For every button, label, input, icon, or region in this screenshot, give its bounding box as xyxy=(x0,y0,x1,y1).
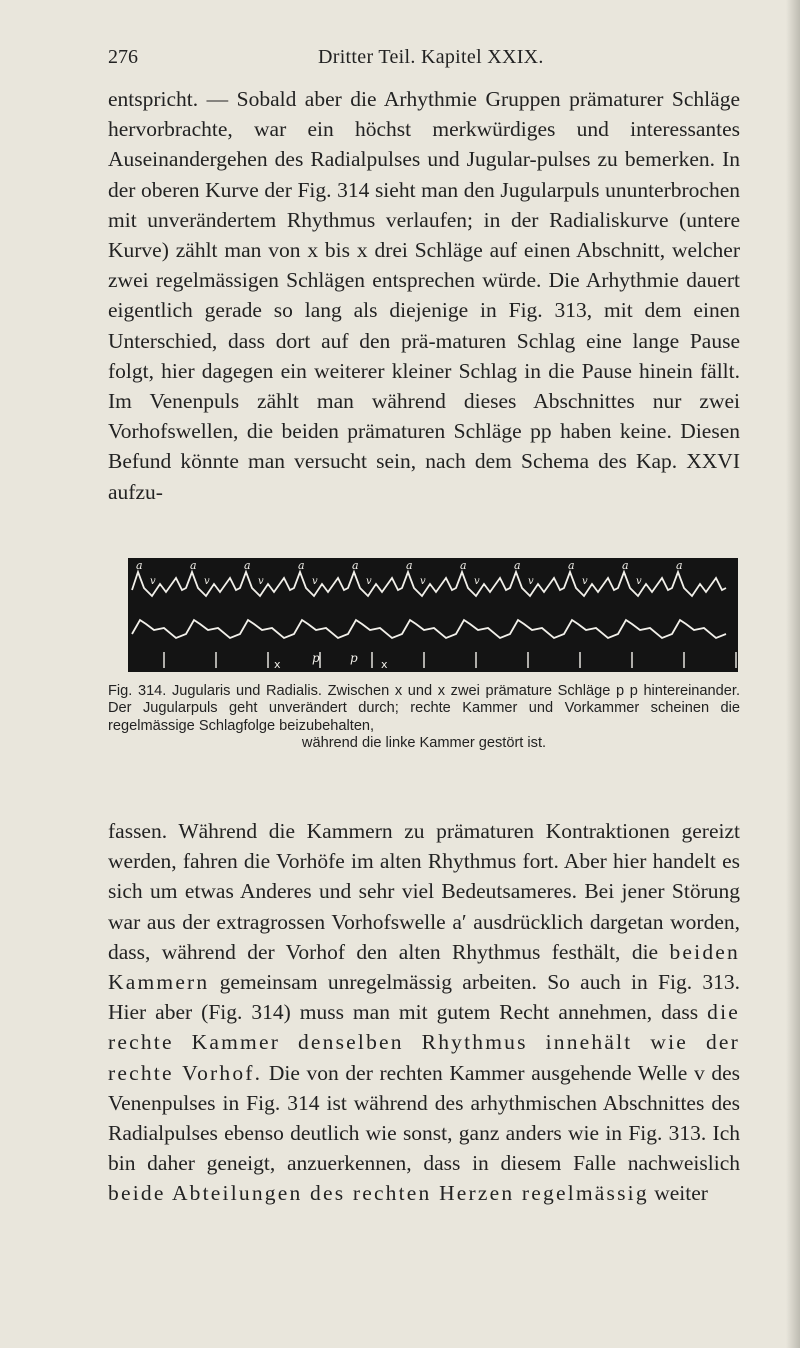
figure-background xyxy=(128,558,738,672)
a-wave-label: a xyxy=(460,559,467,572)
figure-314 xyxy=(128,558,738,672)
v-wave-label: v xyxy=(258,576,264,587)
marker-p-second: p xyxy=(350,651,358,665)
spaced-emphasis-1: beiden Kammern xyxy=(108,939,740,995)
figure-caption xyxy=(108,683,740,753)
text-run-4: weiter xyxy=(648,1181,708,1206)
text-run-3: Die von der rechten Kammer ausgehende Welle v des Venenpulses in Fig. 314 ist während des arhythmischen Abschnittes des Radialpulses ebenso deutlich wie sonst, ganz anders wie in Fig. 313. Ich bin daher geneigt, anzuerkennen, dass in diesem Falle nachweislich xyxy=(108,1060,740,1176)
spaced-emphasis-2: die rechte Kammer denselben Rhythmus innehält wie der rechte Vorhof. xyxy=(108,1000,740,1085)
paragraph-top xyxy=(108,84,740,507)
text-run-1: fassen. Während die Kammern zu prämaturen Kontraktionen gereizt werden, fahren die Vorhöfe im alten Rhythmus fort. Aber hier handelt es sich um etwas Anderes und sehr viel Bedeutsameres. Bei jener Störung war aus der extragrossen Vorhofswelle a′ ausdrücklich dargetan worden, dass, während der Vorhof den alten Rhythmus festhält, die xyxy=(108,819,740,964)
spaced-emphasis-3: beide Abteilungen des rechten Herzen regelmässig xyxy=(108,1181,649,1206)
a-wave-label: a xyxy=(406,559,413,572)
a-wave-label: a xyxy=(244,559,251,572)
a-wave-label: a xyxy=(190,559,197,572)
caption-text: Fig. 314. Jugularis und Radialis. Zwischen x und x zwei prämature Schläge p p hintereinander. Der Jugularpuls geht unverändert durch; rechte Kammer und Vorkammer scheinen die regelmässige Schlagfolge beizubehalten, xyxy=(108,683,740,734)
v-wave-label: v xyxy=(474,576,480,587)
a-wave-label: a xyxy=(568,559,575,572)
a-wave-label: a xyxy=(514,559,521,572)
v-wave-label: v xyxy=(204,576,210,587)
v-wave-label: v xyxy=(528,576,534,587)
v-wave-label: v xyxy=(582,576,588,587)
a-wave-label: a xyxy=(352,559,359,572)
v-wave-label: v xyxy=(420,576,426,587)
v-wave-label: v xyxy=(312,576,318,587)
marker-x-start: x xyxy=(274,658,281,671)
running-title: Dritter Teil. Kapitel XXIX. xyxy=(318,46,544,68)
paragraph-bottom xyxy=(108,816,740,1209)
a-wave-label: a xyxy=(622,559,629,572)
paragraph-bottom-text xyxy=(108,816,740,1209)
pulse-curves xyxy=(128,558,738,672)
v-wave-label: v xyxy=(366,576,372,587)
a-wave-label: a xyxy=(676,559,683,572)
page-edge-shadow xyxy=(786,0,800,1348)
page-number: 276 xyxy=(108,46,138,68)
marker-x-end: x xyxy=(381,658,388,671)
v-wave-label: v xyxy=(150,576,156,587)
a-wave-label: a xyxy=(298,559,305,572)
caption-last-line: während die linke Kammer gestört ist. xyxy=(301,735,547,752)
a-wave-label: a xyxy=(136,559,143,572)
marker-p-first: p xyxy=(312,651,320,665)
v-wave-label: v xyxy=(636,576,642,587)
paragraph-top-text: entspricht. — Sobald aber die Arhythmie Gruppen prämaturer Schläge hervorbrachte, war ein höchst merkwürdiges und interessantes Auseinandergehen des Radialpulses und Jugular-pulses zu bemerken. In der oberen Kurve der Fig. 314 sieht man den Jugularpuls ununterbrochen mit unverändertem Rhythmus verlaufen; in der Radialiskurve (untere Kurve) zählt man von x bis x drei Schläge auf einen Abschnitt, welcher zwei regelmässigen Schlägen entsprechen würde. Die Arhythmie dauert eigentlich gerade so lang als diejenige in Fig. 313, mit dem einen Unterschied, dass dort auf den prä-maturen Schlag eine lange Pause folgt, hier dagegen ein weiterer kleiner Schlag in die Pause hinein fällt. Im Venenpuls zählt man während dieses Abschnittes nur zwei Vorhofswellen, die beiden prämaturen Schläge pp haben keine. Diesen Befund könnte man versucht sein, nach dem Schema des Kap. XXVI aufzu- xyxy=(108,87,740,504)
text-run-2: gemeinsam unregelmässig arbeiten. So auch in Fig. 313. Hier aber (Fig. 314) muss man mit gutem Recht annehmen, dass xyxy=(108,970,740,1025)
